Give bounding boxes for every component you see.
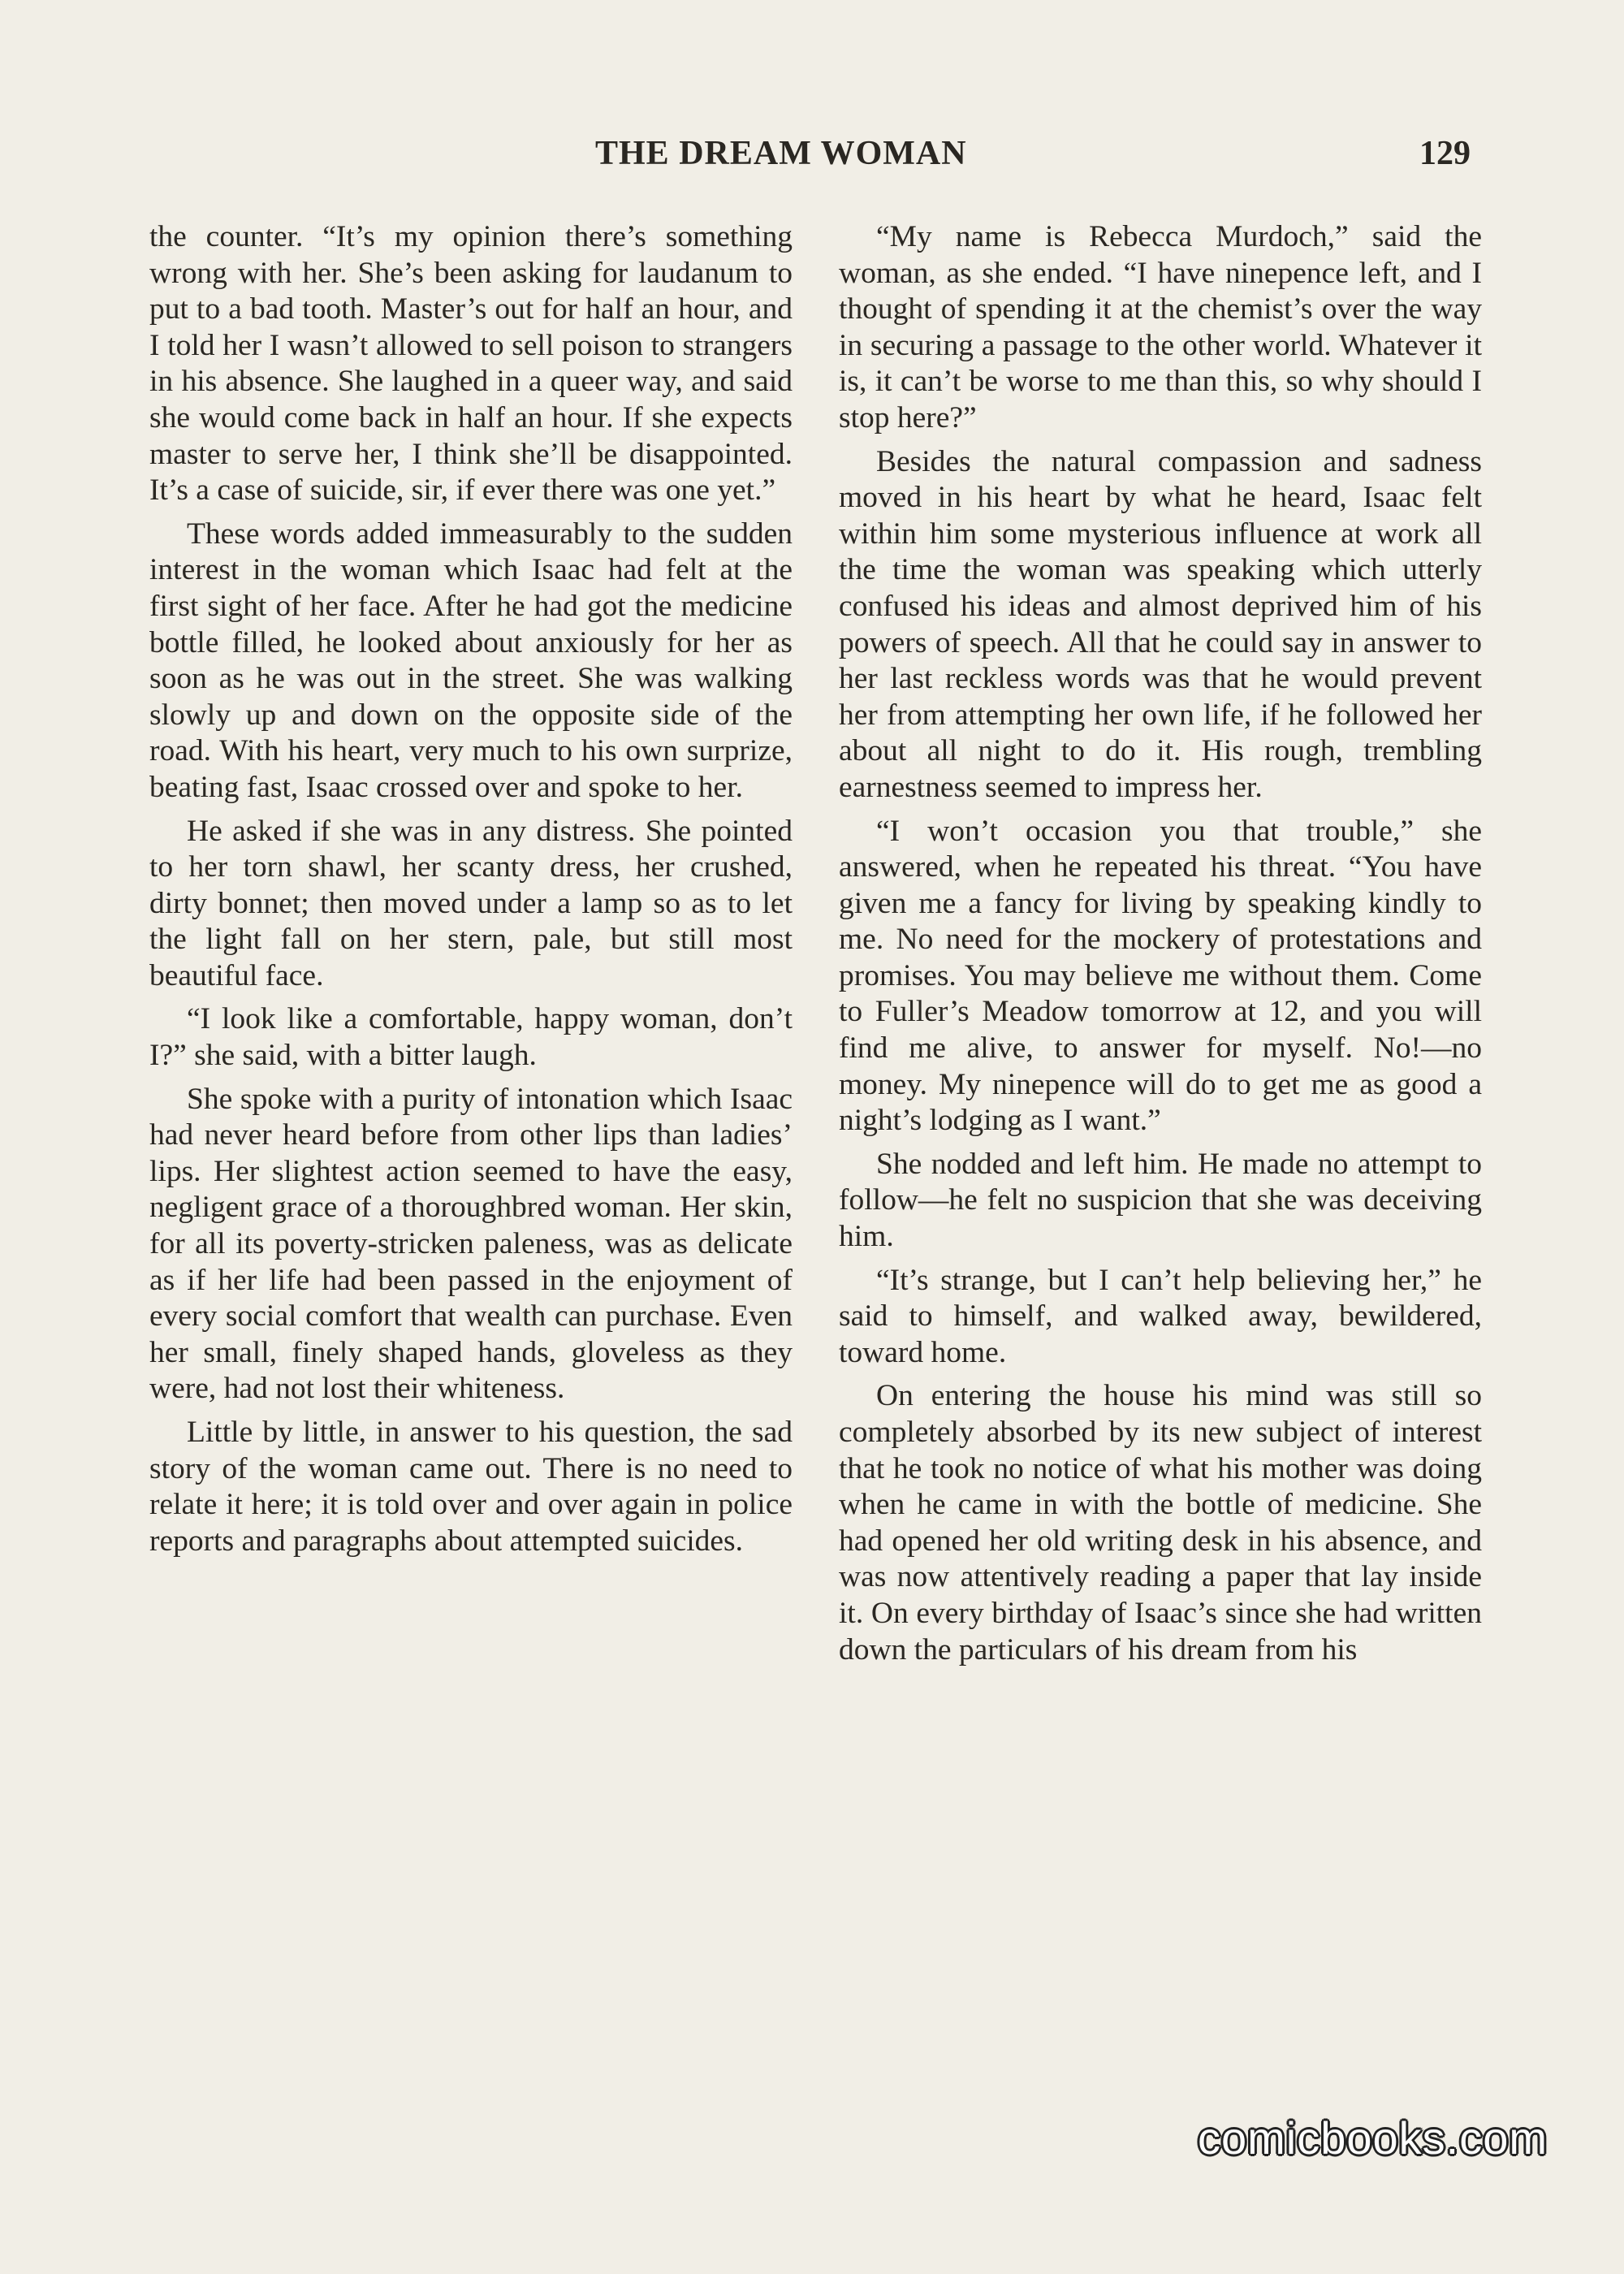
watermark: comicbooks.com (1198, 2112, 1548, 2164)
paragraph: These words added immeasurably to the sudden interest in the woman which Isaac had felt at the first sight of her face. After he had got the medicine bottle filled, he looked about anxiously for her as soon as he was out in the street. She was walking slowly up and down on the opposite side of the road. With his heart, very much to his own surprize, beating fast, Isaac crossed over and spoke to her. (149, 517, 793, 804)
running-title: THE DREAM WOMAN (595, 135, 967, 172)
right-column (839, 219, 1482, 1675)
page-number: 129 (1419, 135, 1471, 172)
paragraph: “I won’t occasion you that trouble,” she answered, when he repeated his threat. “You have given me a fancy for living by speaking kindly to me. No need for the mockery of protestations and promises. You may believe me without them. Come to Fuller’s Meadow tomorrow at 12, and you will find me alive, to answer for myself. No!—no money. My ninepence will do to get me as good a night’s lodging as I want.” (839, 814, 1482, 1138)
paragraph: Besides the natural compassion and sadness moved in his heart by what he heard, Isaac felt within him some mysterious influence at work all the time the woman was speaking which utterly confused his ideas and almost deprived him of his powers of speech. All that he could say in answer to her last reckless words was that he would prevent her from attempting her own life, if he followed her about all night to do it. His rough, trembling earnestness seemed to impress her. (839, 444, 1482, 804)
paragraph: “I look like a comfortable, happy woman, don’t I?” she said, with a bitter laugh. (149, 1002, 793, 1073)
page-header (0, 134, 1624, 183)
left-column (149, 219, 793, 1567)
paragraph: On entering the house his mind was still so completely absorbed by its new subject of interest that he took no notice of what his mother was doing when he came in with the bottle of medicine. She had opened her old writing desk in his absence, and was now attentively reading a paper that lay inside it. On every birthday of Isaac’s since she had written down the particulars of his dream from his (839, 1379, 1482, 1667)
paragraph: She nodded and left him. He made no attempt to follow—he felt no suspicion that she was deceiving him. (839, 1147, 1482, 1254)
paragraph: the counter. “It’s my opinion there’s something wrong with her. She’s been asking for laudanum to put to a bad tooth. Master’s out for half an hour, and I told her I wasn’t allowed to sell poison to strangers in his absence. She laughed in a queer way, and said she would come back in half an hour. If she expects master to serve her, I think she’ll be disappointed. It’s a case of suicide, sir, if ever there was one yet.” (149, 220, 793, 508)
paragraph: “My name is Rebecca Murdoch,” said the woman, as she ended. “I have ninepence left, and I thought of spending it at the chemist’s over the way in securing a passage to the other world. Whatever it is, it can’t be worse to me than this, so why should I stop here?” (839, 220, 1482, 434)
paragraph: She spoke with a purity of intonation which Isaac had never heard before from other lips than ladies’ lips. Her slightest action seemed to have the easy, negligent grace of a thoroughbred woman. Her skin, for all its poverty-stricken paleness, was as delicate as if her life had been passed in the enjoyment of every social comfort that wealth can purchase. Even her small, finely shaped hands, gloveless as they were, had not lost their whiteness. (149, 1082, 793, 1406)
paragraph: He asked if she was in any distress. She pointed to her torn shawl, her scanty dress, her crushed, dirty bonnet; then moved under a lamp so as to let the light fall on her stern, pale, but still most beautiful face. (149, 814, 793, 992)
paragraph: “It’s strange, but I can’t help believing her,” he said to himself, and walked away, bewildered, toward home. (839, 1263, 1482, 1369)
paragraph: Little by little, in answer to his question, the sad story of the woman came out. There is no need to relate it here; it is told over and over again in police reports and paragraphs about attempted suicides. (149, 1416, 793, 1558)
